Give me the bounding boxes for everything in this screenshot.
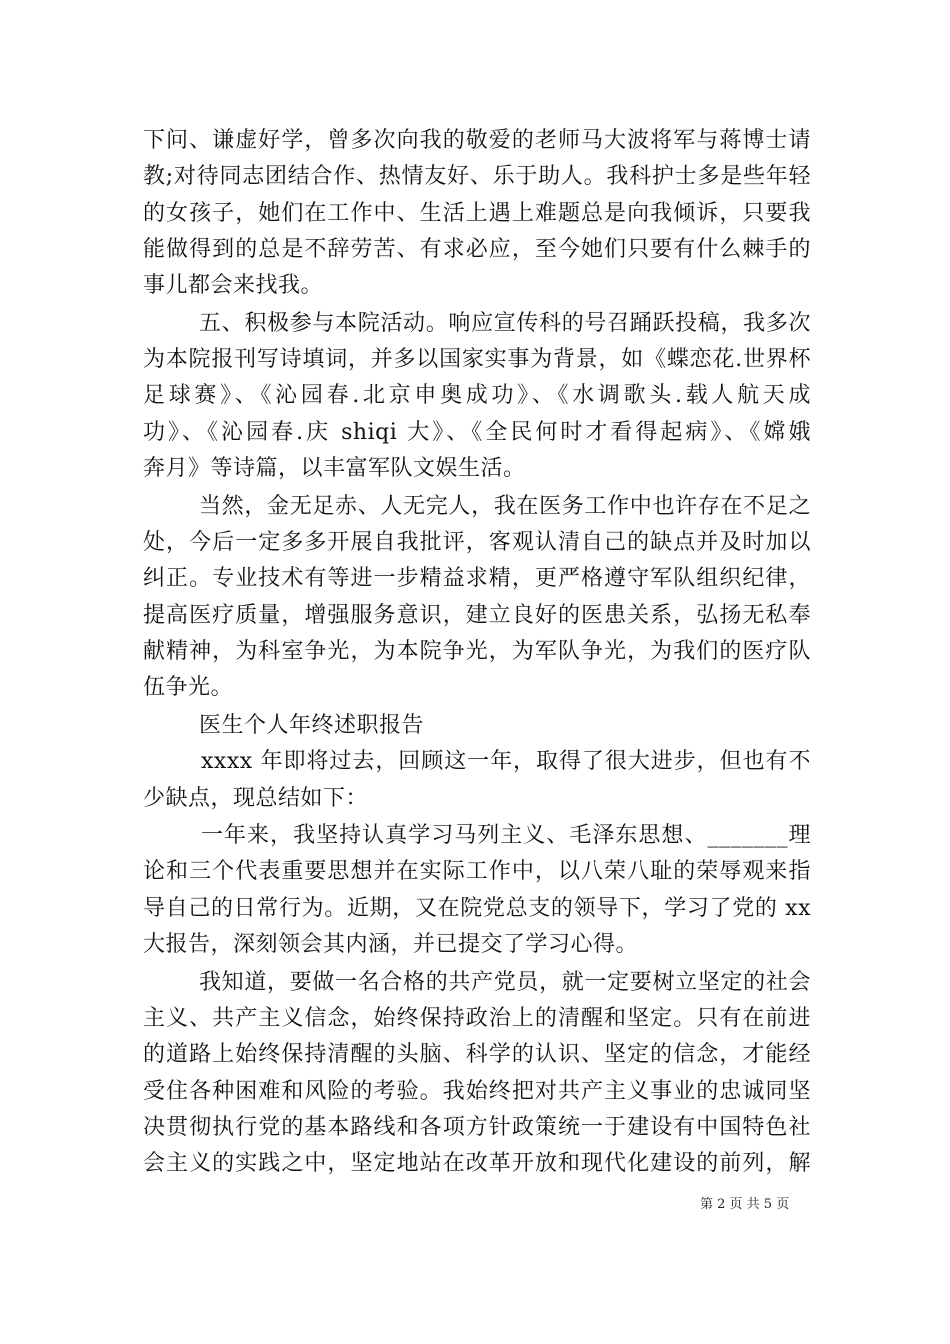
text-line: 会主义的实践之中，坚定地站在改革开放和现代化建设的前列，解 [143, 1151, 811, 1176]
text-line: 当然，金无足赤、人无完人，我在医务工作中也许存在不足之 [199, 494, 811, 519]
text-line: 功》、《沁园春.庆 shiqi 大》、《全民何时才看得起病》、《嫦娥 [143, 420, 811, 445]
text-line: xxxx 年即将过去，回顾这一年，取得了很大进步，但也有不 [201, 749, 811, 774]
text-line: 事儿都会来找我。 [143, 273, 324, 298]
text-line: 的道路上始终保持清醒的头脑、科学的认识、坚定的信念，才能经 [143, 1042, 811, 1067]
text-line: 一年来，我坚持认真学习马列主义、毛泽东思想、_______理 [201, 823, 811, 848]
section-heading: 医生个人年终述职报告 [199, 713, 425, 738]
text-line: 奔月》等诗篇，以丰富军队文娱生活。 [143, 456, 526, 481]
text-line: 下问、谦虚好学，曾多次向我的敬爱的老师马大波将军与蒋博士请 [143, 128, 811, 153]
text-line: 献精神，为科室争光，为本院争光，为军队争光，为我们的医疗队 [143, 639, 811, 664]
text-line: 决贯彻执行党的基本路线和各项方针政策统一于建设有中国特色社 [143, 1115, 811, 1140]
text-line: 的女孩子，她们在工作中、生活上遇上难题总是向我倾诉，只要我 [143, 201, 811, 226]
text-line: 五、积极参与本院活动。响应宣传科的号召踊跃投稿，我多次 [199, 311, 811, 336]
text-line: 能做得到的总是不辞劳苦、有求必应，至今她们只要有什么棘手的 [143, 237, 811, 262]
text-line: 教;对待同志团结合作、热情友好、乐于助人。我科护士多是些年轻 [143, 164, 811, 189]
text-line: 论和三个代表重要思想并在实际工作中，以八荣八耻的荣辱观来指 [143, 859, 811, 884]
text-line: 导自己的日常行为。近期，又在院党总支的领导下，学习了党的 xx [143, 896, 811, 921]
text-line: 伍争光。 [143, 675, 234, 700]
text-line: 受住各种困难和风险的考验。我始终把对共产主义事业的忠诚同坚 [143, 1079, 811, 1104]
text-line: 大报告，深刻领会其内涵，并已提交了学习心得。 [143, 932, 639, 957]
text-line: 为本院报刊写诗填词，并多以国家实事为背景，如《蝶恋花.世界杯 [143, 347, 811, 372]
text-line: 处，今后一定多多开展自我批评，客观认清自己的缺点并及时加以 [143, 530, 811, 555]
text-line: 纠正。专业技术有等进一步精益求精，更严格遵守军队组织纪律， [143, 566, 811, 591]
text-line: 少缺点，现总结如下： [143, 786, 369, 811]
text-line: 足球赛》、《沁园春.北京申奥成功》、《水调歌头.载人航天成 [143, 383, 811, 408]
page-number-footer: 第 2 页 共 5 页 [700, 1197, 790, 1212]
text-line: 提高医疗质量，增强服务意识，建立良好的医患关系，弘扬无私奉 [143, 603, 811, 628]
text-line: 我知道，要做一名合格的共产党员，就一定要树立坚定的社会 [199, 970, 811, 995]
text-line: 主义、共产主义信念，始终保持政治上的清醒和坚定。只有在前进 [143, 1006, 811, 1031]
